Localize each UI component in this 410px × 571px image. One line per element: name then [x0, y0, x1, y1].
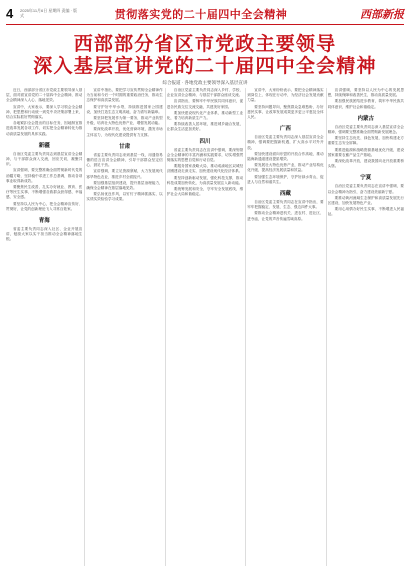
- paragraph: 要坚持把发展作为第一要务，推动产业转型升级，培育壮大特色优势产业，增强发展动能。: [86, 116, 163, 126]
- paragraph: 要坚持创新驱动发展，强化科技支撑，推动科技成果加快转化，为高质量发展注入新动能。: [166, 175, 244, 185]
- paragraph: 自治区党委主要负责同志深入乡村、学校、企业宣讲全会精神，与基层干部群众座谈交流。: [166, 88, 244, 98]
- paragraph: 要坚持生态优先、绿色发展，加快构建北方重要生态安全屏障。: [327, 136, 404, 146]
- paragraph: 要加快建设现代化产业体系，推动新型工业化，着力培育新质生产力。: [166, 110, 244, 121]
- section-title: 贯彻落实党的二十届四中全会精神: [114, 9, 288, 21]
- article-column: [167, 88, 243, 566]
- subheading: 四川: [199, 138, 211, 145]
- paragraph: 自治区党委主要负责同志在宣讲中指出，要牢牢把握稳定、发展、生态、强边四件大事。: [247, 200, 324, 210]
- paragraph: 要深化改革开放，优化营商环境，激发市场主体活力，为现代化建设提供有力支撑。: [86, 127, 163, 137]
- page-number: 4: [6, 6, 14, 21]
- paragraph: 宣讲中，大家纷纷表示，要把全会精神落实到岗位上、体现在行动中，为经济社会发展贡献力量。: [247, 88, 324, 103]
- paragraph: 要加快建设面向东盟的开放合作高地，推动陆海新通道建设提质增效。: [247, 151, 324, 162]
- paragraph: 省委主要负责同志来到基层一线，用通俗易懂的语言宣讲全会精神，引导干部群众坚定信心、鼓足干劲。: [86, 152, 163, 168]
- paragraph: 自治区党委主要负责同志深入基层宣讲全会精神，强调要完整准确全面贯彻新发展理念。: [327, 124, 404, 135]
- article-column: [86, 88, 162, 566]
- article-columns: [6, 88, 404, 566]
- column-divider: [165, 88, 166, 566]
- paragraph: 要聚焦民生改善，扎实办好就业、教育、医疗等民生实事，不断增强各族群众获得感、幸福感、安全感。: [6, 185, 83, 200]
- paragraph: 要统筹发展和安全，守牢安全发展底线，维护社会大局和谐稳定。: [166, 187, 244, 197]
- subheading: 内蒙古: [357, 115, 375, 122]
- masthead: [6, 6, 404, 25]
- paragraph: 各地紧扣全会提出的目标任务，因地制宜推进改革发展各项工作，切实把全会精神转化为推动高质量发展的具体实践。: [6, 121, 83, 136]
- paragraph: 宣讲强调，要完整准确全面贯彻新时代党的治疆方略，坚持稳中求进工作总基调，推动各项事业取得新成效。: [6, 168, 83, 183]
- subheading: 新疆: [38, 142, 50, 149]
- subheading: 青海: [38, 218, 50, 225]
- column-divider: [326, 88, 327, 566]
- paragraph: 自治区党委主要负责同志到基层宣讲全会精神，与干部群众深入交流，回应关切，凝聚共识。: [6, 151, 83, 167]
- article-column: [247, 88, 323, 566]
- subheading: 甘肃: [119, 143, 131, 150]
- paragraph: 要推动全会精神进机关、进农村、进社区、进寺庙，让党的声音传遍雪域高原。: [247, 211, 324, 221]
- paragraph: 要加强生态环境保护，守护好绿水青山，促进人与自然和谐共生。: [247, 174, 324, 184]
- paragraph: 宣讲中指出，要把学习宣传贯彻全会精神作为当前和今后一个时期的重要政治任务，推动生态保护和高质量发展。: [86, 88, 163, 103]
- column-divider: [245, 88, 246, 566]
- paragraph: 要弘扬优良作风，以钉钉子精神抓落实，以实绩实效检验学习成果。: [86, 192, 163, 202]
- newspaper-logo: 西部新报: [360, 8, 404, 21]
- paragraph: 要服务国家战略大局，推动成渝地区双城经济圈建设走深走实，加快建设现代化经济体系。: [166, 164, 244, 174]
- paragraph: 要推动黄河流域生态保护和高质量发展先行区建设，加快发展特色产业。: [327, 195, 404, 206]
- article-column: [6, 88, 82, 566]
- paragraph: 要推进能源和战略资源基地优化升级，建设国家重要农畜产品生产基地。: [327, 147, 404, 157]
- paragraph: 要持续改善人居环境，推进城乡融合发展，让群众生活更加美好。: [166, 122, 244, 132]
- paragraph: 要坚持问题导向，聚焦群众急难愁盼，办好惠民实事，让改革发展成果更多更公平惠及全体人民。: [247, 104, 324, 120]
- paragraph: 宣讲中，大家表示，要深入学习领会全会精神，把思想和行动统一到党中央决策部署上来，结合实际抓好贯彻落实。: [6, 104, 83, 120]
- paragraph: 要加强基层组织建设，提升基层治理能力，确保全会精神在基层落地见效。: [86, 180, 163, 191]
- paragraph: 省委主要负责同志在宣讲中强调，要深刻领会全会精神的丰富内涵和实践要求，切实增强贯彻落实的思想自觉和行动自觉。: [166, 147, 244, 163]
- paragraph: 近日，西部部分省区市党政主要领导深入基层，面对面宣讲党的二十届四中全会精神，推动全会精神深入人心、落地见效。: [6, 88, 83, 103]
- headline-line-2: 深入基层宣讲党的二十届四中全会精神: [33, 56, 377, 77]
- paragraph: 宣讲强调，要立足资源禀赋，大力发展现代寒旱特色农业，推进乡村全面振兴。: [86, 169, 163, 179]
- paragraph: 自治区党委主要负责同志在宣讲中强调，要以全会精神为指引，奋力建设美丽新宁夏。: [327, 184, 404, 194]
- column-divider: [84, 88, 85, 566]
- paragraph: 要深化改革开放，建设我国向北开放重要桥头堡。: [327, 159, 404, 169]
- paragraph: 自治区党委主要负责同志深入基层宣讲全会精神，强调要把握新机遇，扩大高水平对外开放。: [247, 135, 324, 150]
- paragraph: 要坚持以人民为中心，把全会精神宣传好、贯彻好，让党的创新理论飞入寻常百姓家。: [6, 201, 83, 211]
- paragraph: 要守护好中华水塔，持续推进国家公园建设，加快打造生态文明高地，奋力谱写新篇章。: [86, 104, 163, 114]
- issue-meta: 2025年11月6日 星期四 责编 · 版式: [20, 8, 78, 18]
- headline: [6, 34, 404, 78]
- headline-line-1: 西部部分省区市党政主要领导: [73, 34, 337, 55]
- article-column: [328, 88, 404, 566]
- paragraph: 要发展壮大特色优势产业，推动产业结构优化升级，提高经济发展质量和效益。: [247, 163, 324, 173]
- subheading: 广西: [279, 126, 291, 133]
- paragraph: 要用心用情办好民生实事，不断增进人民福祉。: [327, 207, 404, 217]
- paragraph: 要加强民族团结进步教育，筑牢中华民族共同体意识，维护社会和谐稳定。: [327, 99, 404, 109]
- paragraph: 省委主要负责同志深入社区、企业开展宣讲，勉励大家以实干担当推动全会精神落地生根。: [6, 227, 83, 242]
- subheading: 西藏: [279, 191, 291, 198]
- paragraph: 宣讲强调，要坚持以人民为中心的发展思想，持续保障和改善民生，推动高质量发展。: [327, 88, 404, 98]
- subheading: 宁夏: [360, 175, 372, 182]
- byline: 综合报道 · 各地党政主要领导深入基层宣讲: [162, 80, 248, 85]
- paragraph: 宣讲指出，要铸牢中华民族共同体意识，促进各民族交往交流交融，共建美好家园。: [166, 99, 244, 109]
